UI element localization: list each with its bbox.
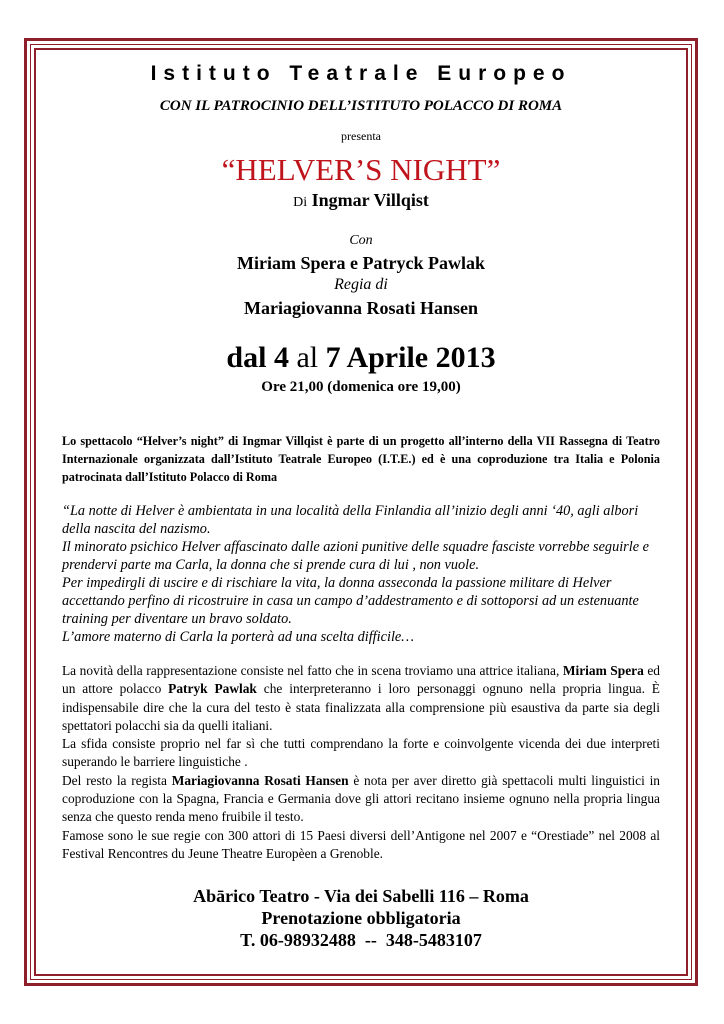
phone-numbers: T. 06-98932488 -- 348-5483107 [240,930,482,951]
venue-address: Abārico Teatro - Via dei Sabelli 116 – Roma [193,886,529,907]
body-paragraph-4: Famose sono le sue regie con 300 attori di 15 Paesi diversi dell’Antigone nel 2007 e “Orestiade” nel 2008 al Festival Rencontres du Jeune Theatre Europèen a Grenoble. [62,827,660,861]
quote-line: Per impedirgli di uscire e di rischiare la vita, la donna asseconda la passione militare di Helver accettando perfino di ricostruire in casa un campo d’addestramento e di sottoporsi ad un estenuante training per diventare un bravo soldato. [62,575,639,627]
quote-line: L’amore materno di Carla la porterà ad una scelta difficile… [62,629,414,645]
date-start-day: 4 [273,341,289,374]
show-title: “HELVER’S NIGHT” [221,152,501,187]
show-times: Ore 21,00 (domenica ore 19,00) [261,379,461,395]
quote-line: Il minorato psichico Helver affascinato dalle azioni punitive delle squadre fasciste vorrebbe seguirle e prendervi parte ma Carla, la donna che si prende cura di lui , non vuole. [62,539,649,573]
description-body [62,662,660,863]
date-from-word: dal [226,341,267,374]
date-end: 7 Aprile 2013 [325,341,496,374]
body-paragraph-2: La sfida consiste proprio nel far sì che tutti comprendano la forte e coinvolgente vicenda dei due interpreti superando le barriere linguistiche . [62,736,660,770]
quote-line: “La notte di Helver è ambientata in una località della Finlandia all’inizio degli anni ‘40, agli albori della nascita del nazismo. [62,503,639,537]
body-text: è nota per aver diretto già spettacoli multi linguistici in coproduzione con la Spagna, Francia e Germania dove gli attori recitano insieme ognuno nella propria lingua senza che questo renda meno fruibile il testo. [62,772,660,825]
intro-paragraph: Lo spettacolo “Helver’s night” di Ingmar Villqist è parte di un progetto all’interno della VII Rassegna di Teatro Internazionale organizzata dall’Istituto Teatrale Europeo (I.T.E.) ed è una coproduzione tra Italia e Polonia patrocinata dall’Istituto Polacco di Roma [62,434,660,484]
body-text: che interpreteranno i loro personaggi ognuno nella propria lingua. È indispensabile dire che la cura del testo è stata finalizzata alla comprensione più esaustiva da parte sia degli spettatori polacchi sia da quelli italiani. [62,681,660,733]
actor-name: Patryk Pawlak [168,681,257,697]
venue-info [62,885,660,951]
director-name: Mariagiovanna Rosati Hansen [171,772,349,788]
date-range [62,341,660,375]
date-to-word: al [296,341,319,374]
author-name: Ingmar Villqist [311,190,429,210]
body-paragraph-1 [62,662,660,735]
actress-name: Miriam Spera [562,663,644,678]
body-text: Del resto la regista [62,772,167,788]
institute-name: Istituto Teatrale Europeo [150,62,572,85]
booking-note: Prenotazione obbligatoria [261,908,461,929]
author-prefix: Di [293,195,308,210]
author-line [62,190,660,211]
director: Mariagiovanna Rosati Hansen [243,298,479,318]
direction-label: Regia di [334,276,388,293]
with-label: Con [349,233,373,248]
body-text: La novità della rappresentazione consiste nel fatto che in scena troviamo una attrice italiana, [62,663,560,678]
body-text: ed un attore polacco [62,663,660,697]
body-paragraph-3 [62,772,660,827]
actors: Miriam Spera e Patryck Pawlak [237,253,485,273]
poster-content [62,58,660,951]
patronage-line: CON IL PATROCINIO DELL’ISTITUTO POLACCO DI ROMA [159,98,563,114]
presents-label: presenta [341,129,381,143]
synopsis-quote [62,502,660,646]
